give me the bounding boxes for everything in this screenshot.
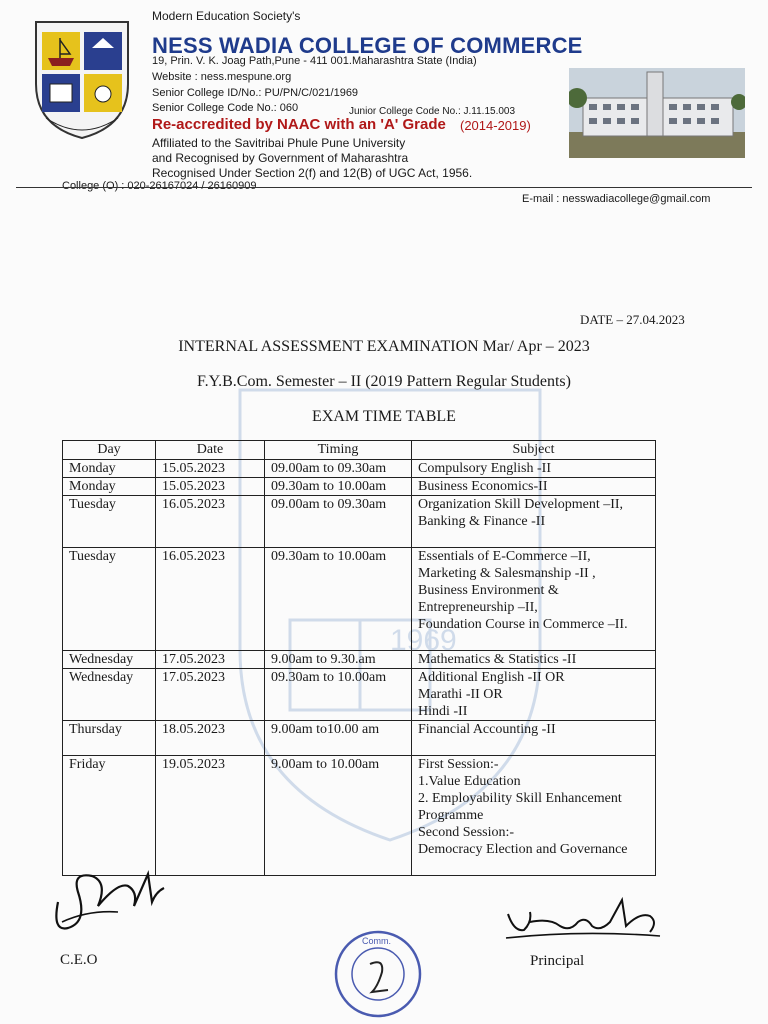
subject-line: Marathi -II OR	[418, 687, 503, 702]
cell-day: Wednesday	[63, 651, 156, 669]
column-header-subject: Subject	[412, 441, 656, 460]
timetable-body	[63, 460, 656, 876]
college-website: Website : ness.mespune.org	[152, 71, 292, 83]
subject-line: Compulsory English -II	[418, 461, 551, 476]
cell-subject	[412, 478, 656, 496]
document-date: DATE – 27.04.2023	[580, 312, 685, 327]
svg-text:1969: 1969	[390, 624, 457, 657]
table-row	[63, 478, 656, 496]
subject-line: Foundation Course in Commerce –II.	[418, 617, 628, 632]
cell-date: 17.05.2023	[156, 669, 265, 721]
accreditation-years: (2014-2019)	[460, 118, 531, 133]
subject-line: Business Environment &	[418, 583, 559, 598]
junior-college-code: Junior College Code No.: J.11.15.003	[349, 106, 516, 117]
table-row	[63, 496, 656, 548]
ceo-signature	[48, 862, 168, 942]
subject-line: Organization Skill Development –II,	[418, 497, 624, 512]
table-row	[63, 721, 656, 756]
timetable-heading: EXAM TIME TABLE	[312, 408, 456, 425]
affiliation: Affiliated to the Savitribai Phule Pune University	[152, 136, 406, 150]
subject-line: Second Session:-	[418, 825, 515, 840]
cell-timing: 9.00am to10.00 am	[265, 721, 412, 756]
subject-line: Mathematics & Statistics -II	[418, 652, 577, 667]
table-row	[63, 669, 656, 721]
cell-day: Tuesday	[63, 496, 156, 548]
subject-line: Financial Accounting -II	[418, 722, 556, 737]
naac-accreditation: Re-accredited by NAAC with an 'A' Grade	[152, 116, 446, 133]
cell-subject	[412, 669, 656, 721]
ceo-label: C.E.O	[60, 952, 98, 968]
table-row	[63, 651, 656, 669]
column-header-timing: Timing	[265, 441, 412, 460]
subject-line: 2. Employability Skill Enhancement	[418, 791, 622, 806]
college-building-photo	[569, 68, 745, 158]
subject-line: First Session:-	[418, 757, 499, 772]
cell-subject	[412, 460, 656, 478]
cell-timing: 09.00am to 09.30am	[265, 496, 412, 548]
cell-day: Monday	[63, 460, 156, 478]
cell-date: 15.05.2023	[156, 478, 265, 496]
society-name: Modern Education Society's	[152, 9, 301, 23]
cell-subject	[412, 756, 656, 876]
subject-line: Essentials of E-Commerce –II,	[418, 549, 591, 564]
senior-college-code: Senior College Code No.: 060	[152, 102, 299, 114]
college-logo	[30, 14, 134, 142]
principal-signature	[500, 892, 670, 952]
table-header-row	[63, 441, 656, 460]
cell-timing: 09.30am to 10.00am	[265, 548, 412, 651]
cell-date: 17.05.2023	[156, 651, 265, 669]
cell-day: Friday	[63, 756, 156, 876]
cell-date: 19.05.2023	[156, 756, 265, 876]
column-header-date: Date	[156, 441, 265, 460]
cell-date: 15.05.2023	[156, 460, 265, 478]
svg-text:Comm.: Comm.	[362, 936, 391, 946]
cell-day: Monday	[63, 478, 156, 496]
cell-timing: 09.30am to 10.00am	[265, 478, 412, 496]
subject-line: 1.Value Education	[418, 774, 521, 789]
exam-timetable	[62, 440, 656, 876]
subject-line: Marketing & Salesmanship -II ,	[418, 566, 596, 581]
subject-line	[418, 633, 649, 650]
cell-subject	[412, 496, 656, 548]
exam-title: INTERNAL ASSESSMENT EXAMINATION Mar/ Apr – 2023	[178, 338, 590, 355]
table-row	[63, 756, 656, 876]
cell-date: 18.05.2023	[156, 721, 265, 756]
subject-line: Banking & Finance -II	[418, 514, 546, 529]
cell-date: 16.05.2023	[156, 548, 265, 651]
subject-line: Programme	[418, 808, 484, 823]
exam-subtitle: F.Y.B.Com. Semester – II (2019 Pattern Regular Students)	[197, 373, 571, 390]
college-email: E-mail : nesswadiacollege@gmail.com	[522, 193, 711, 205]
cell-timing: 09.00am to 09.30am	[265, 460, 412, 478]
cell-day: Wednesday	[63, 669, 156, 721]
subject-line: Democracy Election and Governance	[418, 842, 628, 857]
recognition-govt: and Recognised by Government of Maharashtra	[152, 151, 409, 165]
cell-timing: 9.00am to 10.00am	[265, 756, 412, 876]
table-row	[63, 460, 656, 478]
cell-day: Tuesday	[63, 548, 156, 651]
subject-line: Additional English -II OR	[418, 670, 565, 685]
cell-subject	[412, 651, 656, 669]
college-stamp	[332, 928, 424, 1020]
recognition-ugc: Recognised Under Section 2(f) and 12(B) of UGC Act, 1956.	[152, 166, 473, 180]
cell-date: 16.05.2023	[156, 496, 265, 548]
header-divider	[16, 187, 752, 188]
college-name: NESS WADIA COLLEGE OF COMMERCE	[152, 33, 583, 58]
cell-subject	[412, 721, 656, 756]
cell-day: Thursday	[63, 721, 156, 756]
subject-line: Entrepreneurship –II,	[418, 600, 538, 615]
principal-label: Principal	[530, 953, 585, 969]
subject-line: Business Economics-II	[418, 479, 548, 494]
senior-college-id: Senior College ID/No.: PU/PN/C/021/1969	[152, 87, 359, 99]
column-header-day: Day	[63, 441, 156, 460]
subject-line	[418, 858, 649, 875]
cell-subject	[412, 548, 656, 651]
cell-timing: 09.30am to 10.00am	[265, 669, 412, 721]
subject-line: Hindi -II	[418, 704, 468, 719]
college-address: 19, Prin. V. K. Joag Path,Pune - 411 001.Maharashtra State (India)	[152, 55, 477, 67]
cell-timing: 9.00am to 9.30.am	[265, 651, 412, 669]
table-row	[63, 548, 656, 651]
college-phone: College (O) : 020-26167024 / 26160909	[62, 180, 257, 192]
subject-line	[418, 530, 649, 547]
subject-line	[418, 738, 649, 755]
